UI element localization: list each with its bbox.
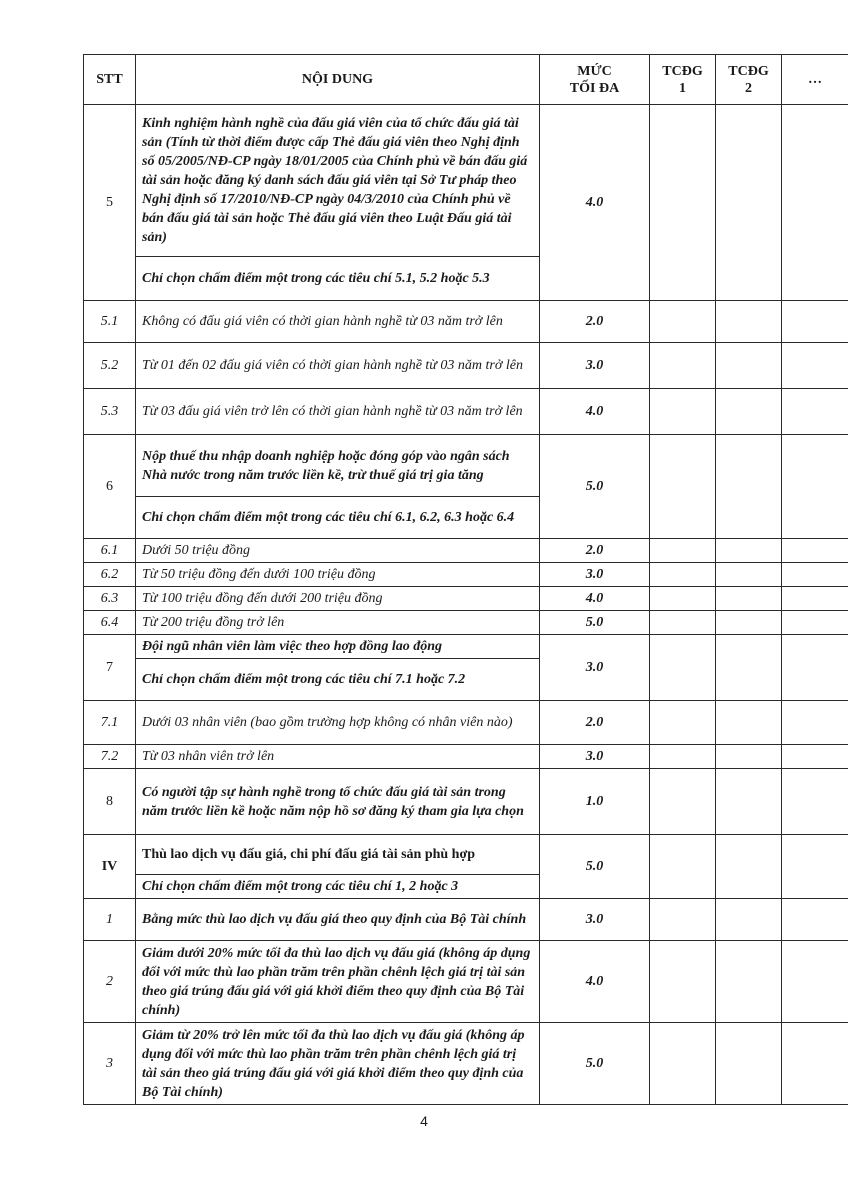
header-evaluator-1	[650, 55, 716, 105]
row-max-score: 5.0	[540, 435, 650, 539]
row-note: Chỉ chọn chấm điểm một trong các tiêu chí 6.1, 6.2, 6.3 hoặc 6.4	[136, 497, 540, 539]
row-stt: 6.4	[84, 611, 136, 635]
row-content: Từ 03 đấu giá viên trở lên có thời gian hành nghề từ 03 năm trở lên	[136, 389, 540, 435]
score-cell	[782, 539, 848, 563]
table-row	[84, 587, 848, 611]
row-content: Từ 50 triệu đồng đến dưới 100 triệu đồng	[136, 563, 540, 587]
score-cell	[782, 563, 848, 587]
header-max-line1: MỨC	[577, 63, 612, 79]
row-stt: 6.3	[84, 587, 136, 611]
score-cell	[716, 343, 782, 389]
score-cell	[716, 701, 782, 745]
row-stt: 6.1	[84, 539, 136, 563]
row-stt: 6.2	[84, 563, 136, 587]
row-content: Bằng mức thù lao dịch vụ đấu giá theo quy định của Bộ Tài chính	[136, 899, 540, 941]
table-row	[84, 941, 848, 1023]
score-cell	[650, 745, 716, 769]
row-max-score: 5.0	[540, 1023, 650, 1105]
table-row	[84, 769, 848, 835]
page-number: 4	[420, 1113, 428, 1129]
header-max-score	[540, 55, 650, 105]
score-cell	[782, 769, 848, 835]
score-cell	[650, 635, 716, 701]
score-cell	[782, 587, 848, 611]
row-content: Từ 200 triệu đồng trở lên	[136, 611, 540, 635]
score-cell	[716, 563, 782, 587]
score-cell	[650, 1023, 716, 1105]
score-cell	[782, 899, 848, 941]
header-max-line2: TỐI ĐA	[569, 80, 620, 96]
score-cell	[716, 941, 782, 1023]
row-stt: 6	[84, 435, 136, 539]
row-content: Kinh nghiệm hành nghề của đấu giá viên của tổ chức đấu giá tài sản (Tính từ thời điểm được cấp Thẻ đấu giá viên theo Nghị định số 05/2005/NĐ-CP ngày 18/01/2005 của Chính phủ về bán đấu giá tài sản hoặc đăng ký danh sách đấu giá viên tại Sở Tư pháp theo Nghị định số 17/2010/NĐ-CP ngày 04/3/2010 của Chính phủ về bán đấu giá tài sản hoặc Thẻ đấu giá viên theo Luật Đấu giá tài sản)	[136, 105, 540, 257]
score-cell	[782, 745, 848, 769]
header-content: NỘI DUNG	[136, 55, 540, 105]
score-cell	[650, 941, 716, 1023]
row-content: Giảm từ 20% trở lên mức tối đa thù lao dịch vụ đấu giá (không áp dụng đối với mức thù lao phần trăm trên phần chênh lệch giá trị tài sản theo giá trúng đấu giá với giá khởi điểm theo quy định của Bộ Tài chính)	[136, 1023, 540, 1105]
row-stt: 1	[84, 899, 136, 941]
header-ev2-line2: 2	[745, 80, 752, 96]
score-cell	[650, 343, 716, 389]
score-cell	[716, 769, 782, 835]
row-content: Dưới 03 nhân viên (bao gồm trường hợp không có nhân viên nào)	[136, 701, 540, 745]
score-cell	[650, 587, 716, 611]
score-cell	[650, 701, 716, 745]
table-row	[84, 835, 848, 875]
row-max-score: 2.0	[540, 539, 650, 563]
row-max-score: 4.0	[540, 587, 650, 611]
score-cell	[716, 1023, 782, 1105]
table-row	[84, 389, 848, 435]
row-stt: 8	[84, 769, 136, 835]
header-stt: STT	[84, 55, 136, 105]
score-cell	[716, 635, 782, 701]
score-cell	[716, 435, 782, 539]
header-ev1-line1: TCĐG	[662, 63, 703, 79]
table-row	[84, 745, 848, 769]
row-stt: 7.2	[84, 745, 136, 769]
header-ev1-line2: 1	[679, 80, 686, 96]
row-content: Dưới 50 triệu đồng	[136, 539, 540, 563]
row-max-score: 4.0	[540, 389, 650, 435]
row-content: Giảm dưới 20% mức tối đa thù lao dịch vụ đấu giá (không áp dụng đối với mức thù lao phần trăm trên phần chênh lệch giá trị tài sản theo giá trúng đấu giá với giá khởi điểm theo quy định của Bộ Tài chính)	[136, 941, 540, 1023]
score-cell	[650, 611, 716, 635]
row-max-score: 3.0	[540, 745, 650, 769]
table-header-row	[84, 55, 848, 105]
table-row	[84, 701, 848, 745]
row-max-score: 1.0	[540, 769, 650, 835]
score-cell	[716, 745, 782, 769]
score-cell	[716, 587, 782, 611]
table-row	[84, 563, 848, 587]
score-cell	[716, 539, 782, 563]
score-cell	[782, 105, 848, 301]
score-cell	[650, 769, 716, 835]
score-cell	[650, 899, 716, 941]
row-stt: 5.3	[84, 389, 136, 435]
table-row	[84, 539, 848, 563]
row-max-score: 3.0	[540, 899, 650, 941]
row-content: Không có đấu giá viên có thời gian hành nghề từ 03 năm trở lên	[136, 301, 540, 343]
row-max-score: 3.0	[540, 343, 650, 389]
row-stt: 5.2	[84, 343, 136, 389]
row-content: Nộp thuế thu nhập doanh nghiệp hoặc đóng góp vào ngân sách Nhà nước trong năm trước liền kề, trừ thuế giá trị gia tăng	[136, 435, 540, 497]
row-content: Từ 100 triệu đồng đến dưới 200 triệu đồng	[136, 587, 540, 611]
table-row	[84, 635, 848, 659]
score-cell	[782, 941, 848, 1023]
row-stt: 7.1	[84, 701, 136, 745]
score-cell	[782, 611, 848, 635]
table-row	[84, 105, 848, 257]
row-stt: 3	[84, 1023, 136, 1105]
row-note: Chỉ chọn chấm điểm một trong các tiêu chí 7.1 hoặc 7.2	[136, 659, 540, 701]
row-stt: 2	[84, 941, 136, 1023]
row-content: Từ 03 nhân viên trở lên	[136, 745, 540, 769]
score-cell	[782, 435, 848, 539]
score-cell	[716, 301, 782, 343]
score-cell	[650, 105, 716, 301]
score-cell	[650, 539, 716, 563]
score-cell	[650, 389, 716, 435]
table-row	[84, 899, 848, 941]
row-content: Có người tập sự hành nghề trong tổ chức đấu giá tài sản trong năm trước liền kề hoặc năm nộp hồ sơ đăng ký tham gia lựa chọn	[136, 769, 540, 835]
row-stt: 5	[84, 105, 136, 301]
row-max-score: 4.0	[540, 105, 650, 301]
row-stt: IV	[84, 835, 136, 899]
score-cell	[716, 835, 782, 899]
table-row	[84, 611, 848, 635]
row-stt: 5.1	[84, 301, 136, 343]
table-row	[84, 1023, 848, 1105]
row-max-score: 3.0	[540, 563, 650, 587]
header-ev2-line1: TCĐG	[728, 63, 769, 79]
row-max-score: 5.0	[540, 835, 650, 899]
score-cell	[782, 835, 848, 899]
score-cell	[782, 635, 848, 701]
score-cell	[782, 1023, 848, 1105]
row-max-score: 3.0	[540, 635, 650, 701]
score-cell	[782, 389, 848, 435]
table-row	[84, 435, 848, 497]
row-max-score: 2.0	[540, 701, 650, 745]
row-content: Thù lao dịch vụ đấu giá, chi phí đấu giá tài sản phù hợp	[136, 835, 540, 875]
score-cell	[650, 563, 716, 587]
score-cell	[782, 701, 848, 745]
scoring-table	[83, 54, 848, 1105]
row-max-score: 2.0	[540, 301, 650, 343]
row-max-score: 4.0	[540, 941, 650, 1023]
score-cell	[650, 435, 716, 539]
row-content: Đội ngũ nhân viên làm việc theo hợp đồng lao động	[136, 635, 540, 659]
table-row	[84, 343, 848, 389]
header-more: …	[782, 55, 848, 105]
row-stt: 7	[84, 635, 136, 701]
row-max-score: 5.0	[540, 611, 650, 635]
score-cell	[716, 389, 782, 435]
score-cell	[716, 611, 782, 635]
score-cell	[782, 301, 848, 343]
score-cell	[650, 301, 716, 343]
row-note: Chỉ chọn chấm điểm một trong các tiêu chí 1, 2 hoặc 3	[136, 875, 540, 899]
score-cell	[650, 835, 716, 899]
table-row	[84, 301, 848, 343]
score-cell	[782, 343, 848, 389]
row-content: Từ 01 đến 02 đấu giá viên có thời gian hành nghề từ 03 năm trở lên	[136, 343, 540, 389]
score-cell	[716, 899, 782, 941]
score-cell	[716, 105, 782, 301]
row-note: Chỉ chọn chấm điểm một trong các tiêu chí 5.1, 5.2 hoặc 5.3	[136, 257, 540, 301]
header-evaluator-2	[716, 55, 782, 105]
